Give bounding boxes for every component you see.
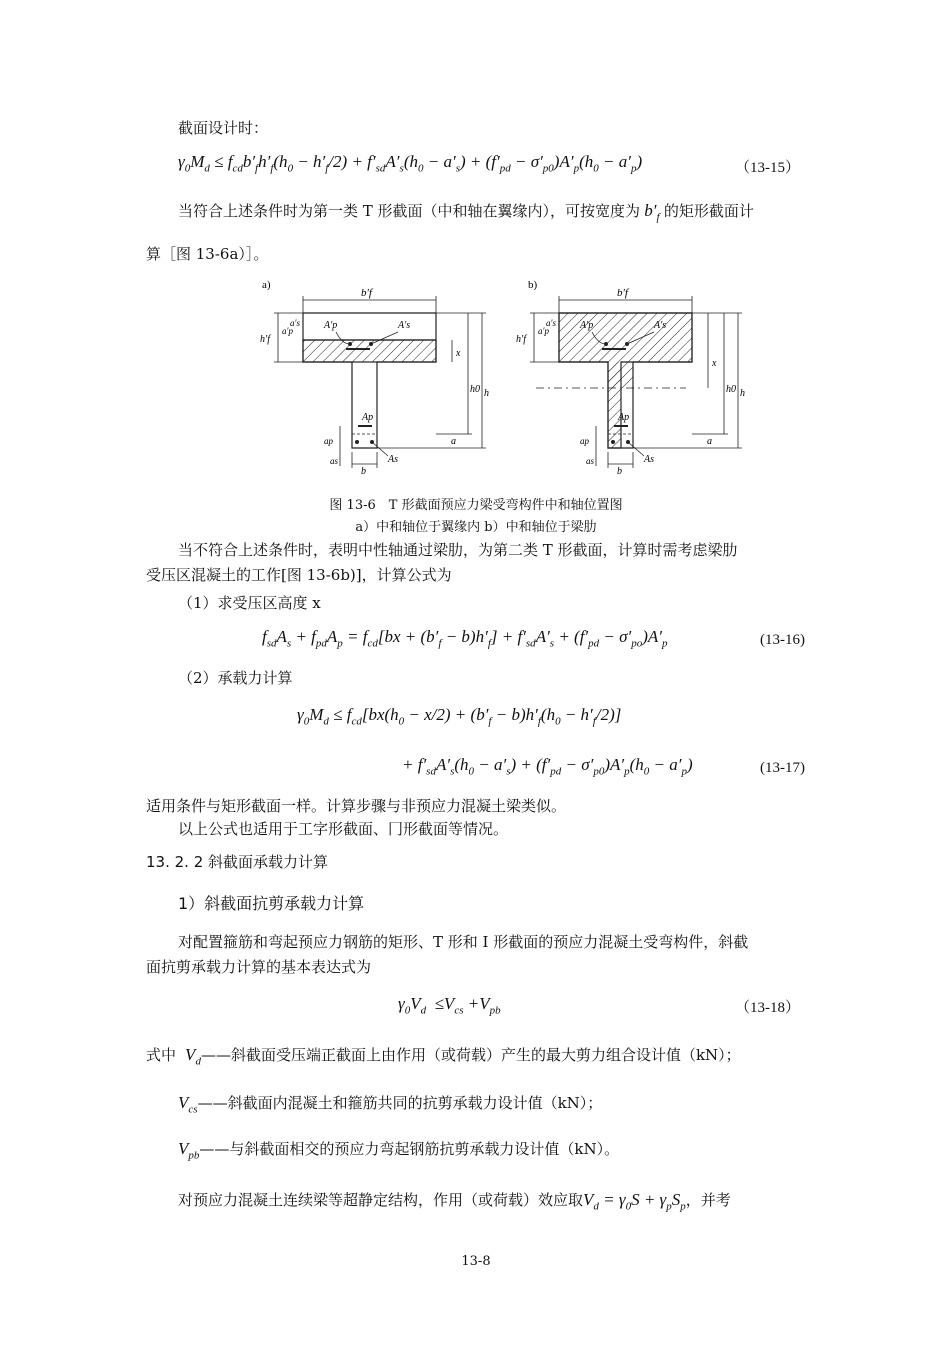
para-continuous-beam-text-2: ，并考 — [685, 1191, 731, 1209]
label-a-dim-b: a — [707, 436, 712, 447]
label-hf-a: h′f — [260, 334, 270, 345]
subsection-heading: 1）斜截面抗剪承载力计算 — [178, 894, 365, 913]
label-As-b: As — [644, 454, 654, 465]
label-As-top-a: A′s — [398, 320, 411, 331]
equation-number-13-16: (13-16) — [760, 632, 805, 648]
label-As-top-b: A′s — [654, 320, 667, 331]
figure-b — [516, 279, 745, 476]
definition-vd: 式中 $V_d——$斜截面受压端正截面上由作用（或荷载）产生的最大剪力组合设计值（kN）； — [146, 1045, 741, 1068]
label-x-b: x — [712, 358, 717, 369]
label-h-b: h — [740, 388, 745, 399]
para-second-type: 当不符合上述条件时，表明中性轴通过梁肋，为第二类 T 形截面，计算时需考虑梁肋 — [178, 541, 738, 559]
label-b-a: b — [361, 466, 366, 476]
definition-vcs: $V_{cs}——$斜截面内混凝土和箍筋共同的抗剪承载力设计值（kN）； — [178, 1093, 603, 1116]
definition-vd-text: ——斜截面受压端正截面上由作用（或荷载）产生的最大剪力组合设计值（kN）； — [200, 1046, 741, 1064]
label-as-top-a: a′s — [290, 318, 300, 328]
para-design: 截面设计时： — [178, 119, 269, 137]
label-hf-b: h′f — [516, 334, 526, 345]
equation-number-13-15: （13-15） — [735, 160, 800, 176]
label-bf-a: b′f — [361, 287, 372, 299]
para-first-type: 当符合上述条件时为第一类 T 形截面（中和轴在翼缘内），可按宽度为 $b'_f$ 的矩形截面计 — [178, 201, 754, 224]
para-shear-cont: 面抗剪承载力计算的基本表达式为 — [146, 958, 372, 976]
definition-vpb-text: ——与斜截面相交的预应力弯起钢筋抗剪承载力设计值（kN）。 — [199, 1140, 620, 1158]
step-1: （1）求受压区高度 x — [178, 594, 321, 612]
definition-intro: 式中 — [146, 1046, 177, 1064]
definition-vpb: $V_{pb}——$与斜截面相交的预应力弯起钢筋抗剪承载力设计值（kN）。 — [178, 1139, 620, 1162]
label-Ap-b: Ap — [618, 412, 630, 423]
label-ap-top-a: a′p — [282, 326, 293, 336]
label-b-b: b — [617, 466, 622, 476]
section-heading: 13. 2. 2 斜截面承载力计算 — [146, 853, 329, 871]
definition-vcs-text: ——斜截面内混凝土和箍筋共同的抗剪承载力设计值（kN）； — [197, 1094, 603, 1112]
label-b-fig: b) — [528, 279, 538, 291]
label-h0-b: h0 — [726, 384, 736, 395]
label-As-a: As — [388, 454, 398, 465]
step-2: （2）承载力计算 — [178, 669, 293, 687]
label-a-dim-a: a — [451, 436, 456, 447]
label-x-a: x — [456, 348, 461, 359]
equation-13-17-line1: $\gamma_0M_d \le f_{cd}[bx(h_0 - x/2) + (b'_f - b)h'_f(h_0 - h'_f/2)]$ — [297, 705, 622, 728]
label-ap-bot-b: ap — [580, 436, 589, 446]
para-also-applies: 以上公式也适用于工字形截面、冂形截面等情况。 — [178, 820, 509, 838]
label-Ap-a: Ap — [362, 412, 374, 423]
label-as-top-b: a′s — [546, 318, 556, 328]
label-as-bot-a: as — [330, 456, 339, 466]
label-h-a: h — [484, 388, 489, 399]
figure-caption: 图 13-6 T 形截面预应力梁受弯构件中和轴位置图 — [329, 498, 623, 513]
equation-13-18: $\gamma_0V_d \le V_{cs} +V_{pb}$ — [398, 994, 501, 1017]
para-applicability: 适用条件与矩形截面一样。计算步骤与非预应力混凝土梁类似。 — [146, 797, 567, 815]
t-section-figure — [240, 276, 760, 476]
equation-number-13-18: （13-18） — [735, 1000, 800, 1016]
label-h0-a: h0 — [470, 384, 480, 395]
para-continuous-beam: 对预应力混凝土连续梁等超静定结构，作用（或荷载）效应取$V_d = \gamma_0S + \gamma_pS_p$，并考 — [178, 1190, 731, 1213]
para-first-type-cont: 算［图 13-6a）］。 — [146, 245, 269, 263]
label-as-bot-b: as — [586, 456, 595, 466]
label-ap-bot-a: ap — [324, 436, 333, 446]
label-Ap-top-b: A′p — [580, 320, 594, 331]
para-shear: 对配置箍筋和弯起预应力钢筋的矩形、T 形和 I 形截面的预应力混凝土受弯构件，斜截 — [178, 933, 749, 951]
para-continuous-beam-text: 对预应力混凝土连续梁等超静定结构，作用（或荷载）效应取 — [178, 1191, 584, 1209]
figure-a — [260, 279, 489, 476]
para-second-type-cont: 受压区混凝土的工作[图 13-6b)]，计算公式为 — [146, 566, 452, 584]
para-first-type-text-2: 的矩形截面计 — [663, 202, 754, 220]
equation-13-16: $f_{sd}A_s + f_{pd}A_p = f_{cd}[bx + (b'_f - b)h'_f] + f'_{sd}A'_s + (f'_{pd} - \sigma'_{po})A'_p$ — [262, 627, 668, 650]
label-a: a) — [262, 279, 271, 291]
label-bf-b: b′f — [617, 287, 628, 299]
label-Ap-top-a: A′p — [324, 320, 338, 331]
equation-number-13-17: (13-17) — [760, 760, 805, 776]
equation-13-15: $\gamma_0M_d \le f_{cd}b'_fh'_f(h_0 - h'_f/2) + f'_{sd}A'_s(h_0 - a'_s) + (f'_{pd} - \sigma'_{p0})A'_p(h_0 - a'_p)$ — [178, 152, 643, 175]
figure-subcaption: a）中和轴位于翼缘内 b）中和轴位于梁肋 — [355, 520, 597, 535]
para-first-type-text: 当符合上述条件时为第一类 T 形截面（中和轴在翼缘内），可按宽度为 — [178, 202, 641, 220]
page-number: 13-8 — [461, 1254, 491, 1269]
equation-13-17-line2: + $f'_{sd}A'_s(h_0 - a'_s) + (f'_{pd} - \sigma'_{p0})A'_p(h_0 - a'_p)$ — [402, 755, 693, 778]
label-ap-top-b: a′p — [538, 326, 549, 336]
